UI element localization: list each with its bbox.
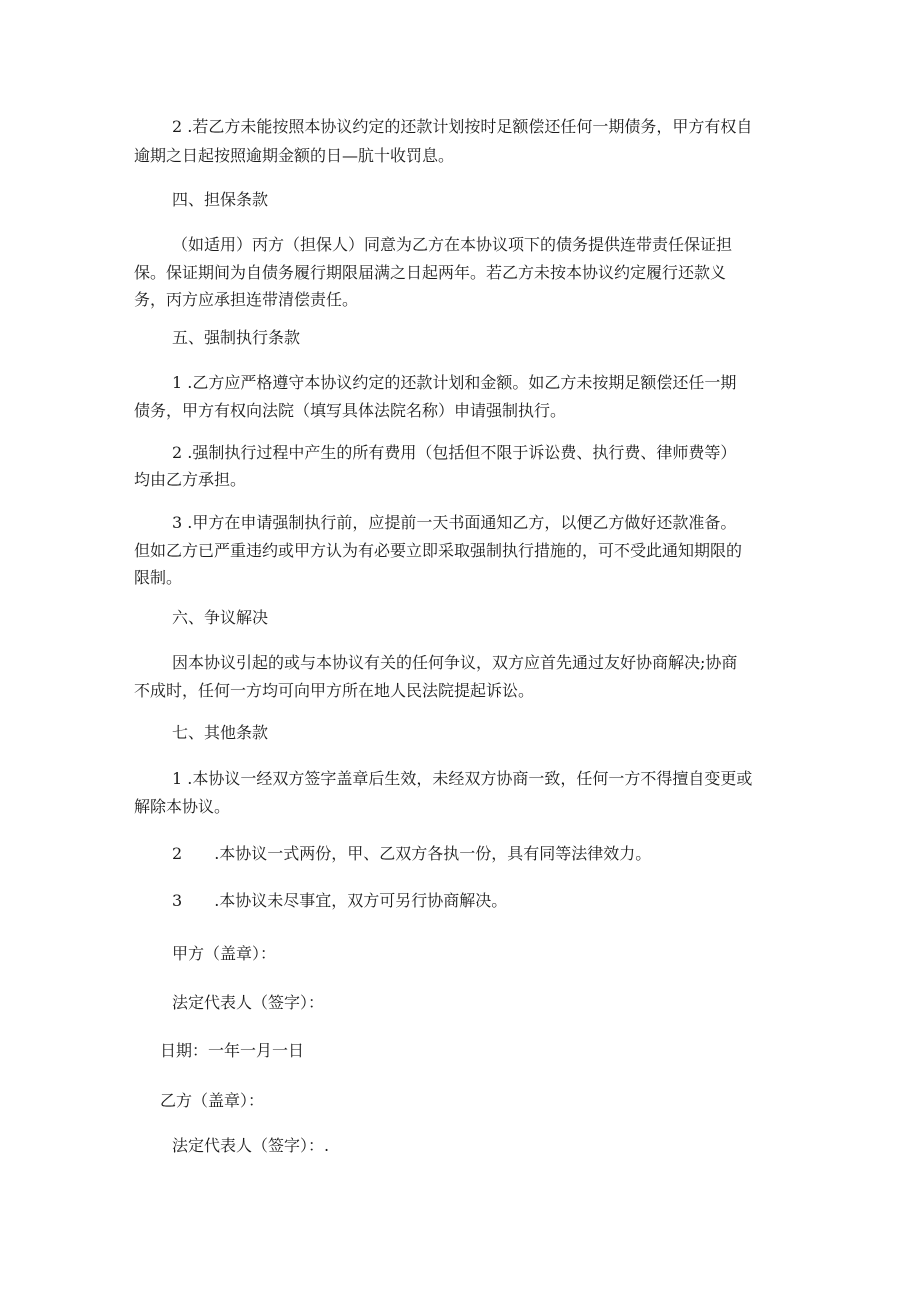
clause-5-3-line-3: 限制。 <box>134 568 183 587</box>
section-6-paragraph-line-1: 因本协议引起的或与本协议有关的任何争议，双方应首先通过友好协商解决;协商 <box>172 653 738 672</box>
clause-5-2-line-1: 2 .强制执行过程中产生的所有费用（包括但不限于诉讼费、执行费、律师费等） <box>172 443 737 462</box>
clause-5-1-line-1: 1 .乙方应严格遵守本协议约定的还款计划和金额。如乙方未按期足额偿还任一期 <box>172 373 737 392</box>
clause-5-1-line-2: 债务，甲方有权向法院（填写具体法院名称）申请强制执行。 <box>134 401 567 420</box>
party-a-seal-line: 甲方（盖章）： <box>172 944 277 963</box>
clause-5-2-line-2: 均由乙方承担。 <box>134 470 247 489</box>
party-a-representative-line: 法定代表人（签字）： <box>172 993 325 1012</box>
clause-7-3-number: 3 <box>172 891 183 910</box>
clause-3-2-line-1: 2 .若乙方未能按照本协议约定的还款计划按时足额偿还任何一期债务，甲方有权自 <box>172 117 753 136</box>
party-b-representative-line: 法定代表人（签字）：. <box>172 1136 330 1155</box>
date-line: 日期：一年一月一日 <box>160 1041 305 1060</box>
section-4-paragraph-line-3: 务，丙方应承担连带清偿责任。 <box>134 290 359 309</box>
clause-7-3 <box>172 886 794 915</box>
section-7-heading: 七、其他条款 <box>172 723 269 742</box>
clause-7-2-number: 2 <box>172 844 183 863</box>
clause-7-1-line-1: 1 .本协议一经双方签字盖章后生效，未经双方协商一致，任何一方不得擅自变更或 <box>172 769 753 788</box>
clause-7-1-line-2: 解除本协议。 <box>134 797 231 816</box>
clause-5-3-line-1: 3 .甲方在申请强制执行前，应提前一天书面通知乙方，以便乙方做好还款准备。 <box>172 513 737 532</box>
section-6-paragraph-line-2: 不成时，任何一方均可向甲方所在地人民法院提起诉讼。 <box>134 681 535 700</box>
clause-7-3-text: .本协议未尽事宜，双方可另行协商解决。 <box>214 891 508 910</box>
section-4-paragraph-line-1: （如适用）丙方（担保人）同意为乙方在本协议项下的债务提供连带责任保证担 <box>172 235 733 254</box>
section-4-heading: 四、担保条款 <box>172 190 269 209</box>
clause-5-3-line-2: 但如乙方已严重违约或甲方认为有必要立即采取强制执行措施的，可不受此通知期限的 <box>134 541 743 560</box>
clause-7-2 <box>172 839 794 868</box>
section-6-heading: 六、争议解决 <box>172 608 269 627</box>
section-4-paragraph-line-2: 保。保证期间为自债务履行期限届满之日起两年。若乙方未按本协议约定履行还款义 <box>134 263 727 282</box>
clause-3-2-line-2: 逾期之日起按照逾期金额的日—肮十收罚息。 <box>134 146 455 165</box>
section-5-heading: 五、强制执行条款 <box>172 328 301 347</box>
clause-7-2-text: .本协议一式两份，甲、乙双方各执一份，具有同等法律效力。 <box>214 844 652 863</box>
party-b-seal-line: 乙方（盖章）： <box>160 1091 265 1110</box>
